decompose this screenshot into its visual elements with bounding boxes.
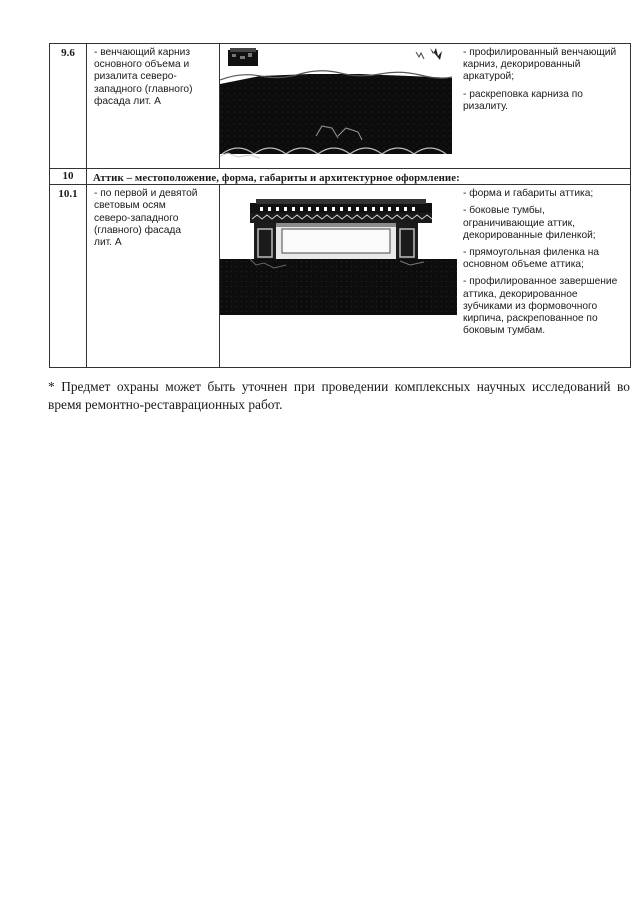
attic-photo — [220, 185, 457, 368]
feature-item: - прямоугольная филенка на основном объеме аттика; — [463, 247, 600, 271]
feature-item: - профилированное завершение аттика, декорированное зубчиками из формовочного кирпича, раскрепованное по боковым тумбам. — [463, 276, 618, 337]
row-location: - венчающий карниз основного объема и ризалита северо-западного (главного) фасада лит. А — [94, 47, 193, 107]
row-number: 10 — [50, 169, 87, 185]
feature-item: - раскреповка карниза по ризалиту. — [463, 88, 583, 112]
protection-table — [49, 43, 631, 368]
footnote — [48, 378, 630, 413]
feature-item: - боковые тумбы, ограничивающие аттик, декорированные филенкой; — [463, 205, 596, 241]
row-location: - по первой и девятой световым осям северо-западного (главного) фасада лит. А — [94, 188, 198, 249]
table-row — [50, 44, 631, 169]
cornice-photo — [220, 44, 457, 169]
footnote-text: * Предмет охраны может быть уточнен при проведении комплексных научных исследований во время ремонтно-реставрационных работ. — [48, 379, 630, 412]
cornice-photo-image — [220, 44, 457, 168]
table-row — [50, 169, 631, 185]
feature-item: - профилированный венчающий карниз, декорированный аркатурой; — [463, 47, 617, 83]
attic-photo-image — [220, 185, 457, 367]
feature-item: - форма и габариты аттика; — [463, 188, 594, 200]
table-row — [50, 185, 631, 368]
section-heading: Аттик – местоположение, форма, габариты и архитектурное оформление: — [87, 169, 631, 185]
row-number: 9.6 — [50, 44, 87, 169]
row-number: 10.1 — [50, 185, 87, 368]
